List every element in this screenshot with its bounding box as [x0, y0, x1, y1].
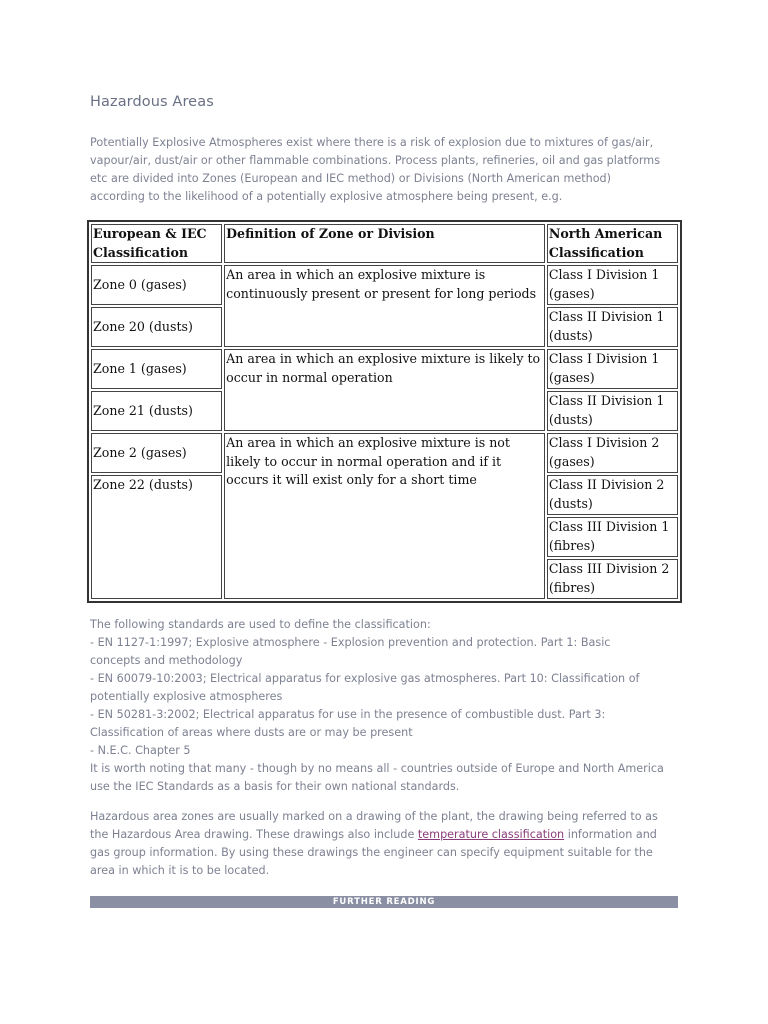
zone-cell: Zone 0 (gases)	[91, 265, 222, 305]
header-european-iec: European & IEC Classification	[91, 224, 222, 263]
further-reading-bar[interactable]: FURTHER READING	[90, 896, 678, 908]
drawing-line-2-before: the Hazardous Area drawing. These drawings also include	[90, 828, 418, 841]
temperature-classification-link[interactable]: temperature classification	[417, 828, 565, 841]
division-cell: Class II Division 1 (dusts)	[547, 307, 678, 347]
drawing-line-2	[90, 826, 690, 844]
zone-cell: Zone 1 (gases)	[91, 349, 222, 389]
zone-classification-table	[87, 220, 682, 603]
zone-cell: Zone 20 (dusts)	[91, 307, 222, 347]
definition-cell: An area in which an explosive mixture is continuously present or present for long periods	[224, 265, 545, 347]
division-cell: Class III Division 2 (fibres)	[547, 559, 678, 599]
division-cell: Class I Division 2 (gases)	[547, 433, 678, 473]
division-cell: Class I Division 1 (gases)	[547, 265, 678, 305]
page-title: Hazardous Areas	[90, 94, 214, 110]
header-definition: Definition of Zone or Division	[224, 224, 545, 263]
division-cell: Class II Division 2 (dusts)	[547, 475, 678, 515]
zone-cell: Zone 21 (dusts)	[91, 391, 222, 431]
division-cell: Class I Division 1 (gases)	[547, 349, 678, 389]
table-header-row	[91, 224, 678, 263]
header-north-american: North American Classification	[547, 224, 678, 263]
standards-paragraph: The following standards are used to define the classification: - EN 1127-1:1997; Explosive atmosphere - Explosion prevention and protection. Part 1: Basic concepts and methodology - EN 60079-10:2003; Electrical apparatus for explosive gas atmospheres. Part 10: Classification of potentially explosive atmospheres - EN 50281-3:2002; Electrical apparatus for use in the presence of combustible dust. Part 3: Classification of areas where dusts are or may be present - N.E.C. Chapter 5 It is worth noting that many - though by no means all - countries outside of Europe and North America use the IEC Standards as a basis for their own national standards.	[90, 618, 664, 793]
zone-cell: Zone 22 (dusts)	[91, 475, 222, 599]
drawing-paragraph	[90, 808, 690, 880]
definition-cell: An area in which an explosive mixture is not likely to occur in normal operation and if it occurs it will exist only for a short time	[224, 433, 545, 599]
intro-paragraph: Potentially Explosive Atmospheres exist where there is a risk of explosion due to mixtures of gas/air, vapour/air, dust/air or other flammable combinations. Process plants, refineries, oil and gas platforms etc are divided into Zones (European and IEC method) or Divisions (North American method) according to the likelihood of a potentially explosive atmosphere being present, e.g.	[90, 136, 661, 203]
division-cell: Class II Division 1 (dusts)	[547, 391, 678, 431]
table-row	[91, 349, 678, 389]
table-row	[91, 265, 678, 305]
drawing-line-3: gas group information. By using these drawings the engineer can specify equipment suitable for the	[90, 846, 653, 859]
definition-cell: An area in which an explosive mixture is likely to occur in normal operation	[224, 349, 545, 431]
division-cell: Class III Division 1 (fibres)	[547, 517, 678, 557]
drawing-line-4: area in which it is to be located.	[90, 864, 270, 877]
table-row	[91, 433, 678, 473]
zone-cell: Zone 2 (gases)	[91, 433, 222, 473]
drawing-line-1: Hazardous area zones are usually marked on a drawing of the plant, the drawing being referred to as	[90, 810, 658, 823]
drawing-line-2-after: information and	[564, 828, 657, 841]
